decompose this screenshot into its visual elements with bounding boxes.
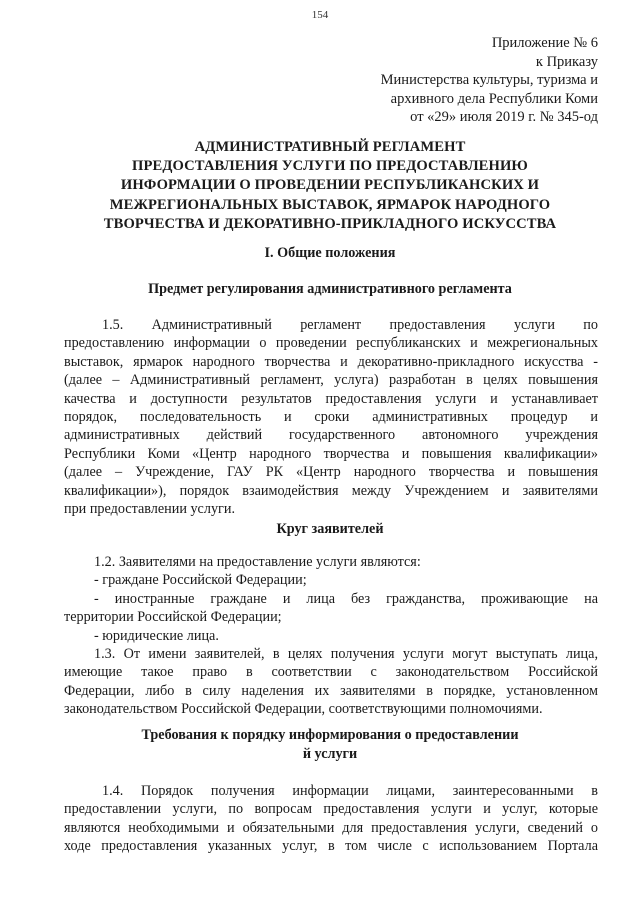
paragraph-line: квалификации»), порядок взаимодействия между Учреждением и заявителями — [64, 482, 598, 499]
list-item: - иностранные граждане и лица без гражданства, проживающие на — [94, 590, 598, 607]
paragraph-line: ходе предоставления указанных услуг, в том числе с использованием Портала — [64, 838, 598, 855]
title-line: ТВОРЧЕСТВА И ДЕКОРАТИВНО-ПРИКЛАДНОГО ИСКУССТВА — [103, 215, 557, 232]
requirements-heading — [60, 726, 600, 763]
section-heading-general — [60, 244, 600, 263]
applicants-heading — [60, 520, 600, 539]
document-title — [60, 138, 600, 234]
paragraph-1-2 — [64, 553, 598, 645]
title-line: ПРЕДОСТАВЛЕНИЯ УСЛУГИ ПО ПРЕДОСТАВЛЕНИЮ — [132, 158, 528, 175]
paragraph-line: порядок, последовательность и сроки административных процедур и — [64, 408, 598, 425]
appendix-line: Приложение № 6 — [491, 35, 598, 51]
paragraph-line: 1.4. Порядок получения информации лицами, заинтересованными в — [102, 783, 598, 799]
appendix-line: от «29» июля 2019 г. № 345-од — [410, 109, 598, 126]
heading-text: I. Общие положения — [264, 245, 396, 261]
paragraph-line: (далее – Учреждение, ГАУ РК «Центр народного творчества и повышения — [64, 464, 598, 481]
paragraph-line: качества и доступности результатов предоставления услуги и устанавливает — [64, 390, 598, 407]
heading-text: Предмет регулирования административного регламента — [148, 281, 512, 297]
paragraph-line: Федерации, либо в силу наделения их заявителями в порядке, установленном — [64, 682, 598, 699]
paragraph-line: при предоставлении услуги. — [64, 500, 235, 517]
appendix-reference — [381, 34, 598, 127]
title-line: ИНФОРМАЦИИ О ПРОВЕДЕНИИ РЕСПУБЛИКАНСКИХ И — [120, 177, 540, 194]
paragraph-line: предоставлению информации о проведении республиканских и межрегиональных — [64, 335, 598, 352]
subject-heading — [60, 280, 600, 299]
paragraph-line: предоставлении услуги, по вопросам предоставления услуги и услуг, которые — [64, 801, 598, 818]
paragraph-1-4 — [64, 782, 598, 856]
paragraph-1-5 — [64, 316, 598, 518]
heading-text: Круг заявителей — [276, 521, 384, 537]
title-line: МЕЖРЕГИОНАЛЬНЫХ ВЫСТАВОК, ЯРМАРОК НАРОДНОГО — [109, 196, 551, 213]
paragraph-line: административных действий государственного автономного учреждения — [64, 427, 598, 444]
paragraph-line: территории Российской Федерации; — [64, 609, 282, 626]
paragraph-line: имеющие такое право в соответствии с законодательством Российской — [64, 664, 598, 681]
list-item: - юридические лица. — [94, 627, 219, 644]
page-number: 154 — [311, 9, 329, 21]
paragraph-1-3 — [64, 645, 598, 719]
paragraph-line: (далее – Административный регламент, услуга) разработан в целях повышения — [64, 372, 598, 389]
paragraph-line: 1.2. Заявителями на предоставление услуги являются: — [94, 554, 421, 570]
paragraph-line: 1.3. От имени заявителей, в целях получения услуги могут выступать лица, — [94, 646, 598, 662]
paragraph-line: 1.5. Административный регламент предоставления услуги по — [102, 317, 598, 333]
appendix-line: Министерства культуры, туризма и — [380, 72, 598, 89]
paragraph-line: выставок, ярмарок народного творчества и декоративно-прикладного искусства - — [64, 353, 598, 370]
title-line: АДМИНИСТРАТИВНЫЙ РЕГЛАМЕНТ — [194, 139, 466, 155]
paragraph-line: являются необходимыми и обязательными для предоставления услуги, сведений о — [64, 819, 598, 836]
paragraph-line: Республики Коми «Центр народного творчества и повышения квалификации» — [64, 445, 598, 462]
appendix-line: архивного дела Республики Коми — [390, 90, 598, 107]
heading-text: й услуги — [302, 745, 358, 762]
heading-text: Требования к порядку информирования о предоставлении — [141, 727, 519, 743]
appendix-line: к Приказу — [535, 53, 598, 70]
paragraph-line: законодательством Российской Федерации, соответствующими полномочиями. — [64, 701, 543, 718]
list-item: - граждане Российской Федерации; — [94, 572, 307, 589]
